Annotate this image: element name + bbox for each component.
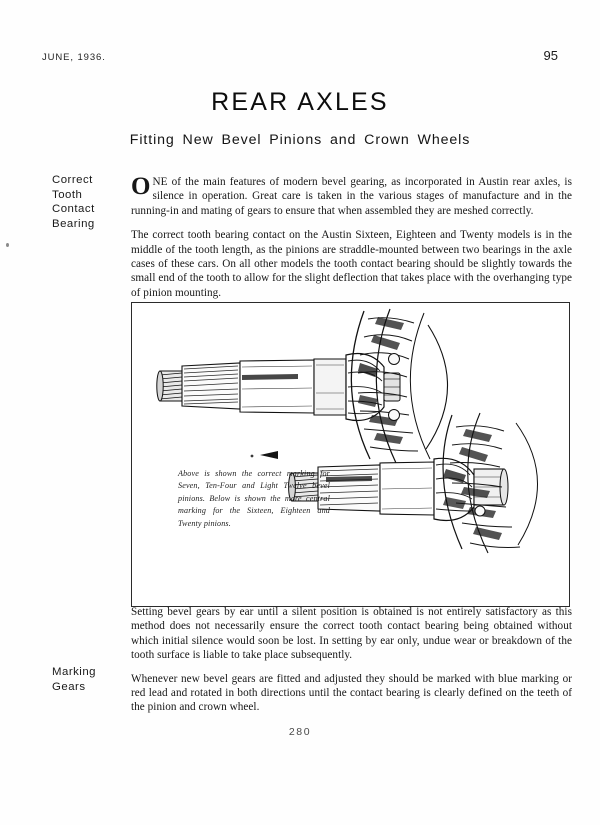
figure-illustration	[132, 303, 569, 606]
sidenote-marking-gears	[52, 665, 132, 694]
sidenote-line: Contact	[52, 203, 95, 216]
sidenote-line: Marking	[52, 666, 97, 678]
paragraph-tooth-bearing-contact: The correct tooth bearing contact on the Austin Sixteen, Eighteen and Twenty models is in the middle of the tooth length, as the pinions are straddle-mounted between two bearings in the axle cases of these cars. On all other models the tooth contact bearing should be slightly towards the small end of the tooth to allow for the slight deflection that takes place with the overhanging type of pinion mounting.	[131, 229, 572, 299]
sidenote-line: Tooth	[52, 188, 83, 201]
sidenote-correct-tooth-contact-bearing	[52, 173, 132, 231]
body-column-lower	[131, 605, 572, 715]
sidenote-line: Bearing	[52, 217, 95, 230]
paragraph-setting-by-ear: Setting bevel gears by ear until a silent position is obtained is not entirely satisfactory as this method does not necessarily ensure the correct tooth contact bearing being obtained without which initial silence would soon be lost. In setting by ear only, undue wear or breakdown of the tooth surface is liable to take place subsequently.	[131, 606, 572, 662]
folio-bottom: 280	[288, 726, 312, 738]
sidenote-line: Gears	[52, 680, 86, 693]
figure-bevel-pinion-marking	[131, 302, 570, 607]
paragraph-intro-text: NE of the main features of modern bevel gearing, as incorporated in Austin rear axles, is silence in operation. Great care is taken in the various stages of manufacture and in the running-in and mating of gears to ensure that when assembled they are meshed correctly.	[131, 176, 572, 217]
bevel-gear-line-drawing	[132, 303, 569, 606]
scan-artifact-speck	[6, 243, 9, 247]
figure-caption: Above is shown the correct marking for Seven, Ten-Four and Light Twelve bevel pinions. Below is shown the more central marking for the Sixteen, Eighteen and Twenty pinions.	[178, 469, 330, 528]
drop-cap: O	[131, 173, 151, 200]
figure-arrow-marker	[251, 451, 278, 459]
paragraph-marking-procedure: Whenever new bevel gears are fitted and adjusted they should be marked with blue marking or red lead and rotated in both directions until the contact bearing is clearly defined on the teeth of the pinion and crown wheel.	[131, 672, 572, 714]
running-head	[42, 48, 558, 64]
page-title: REAR AXLES	[211, 88, 389, 116]
upper-pinion-assembly	[157, 309, 448, 463]
article-subtitle: Fitting New Bevel Pinions and Crown Wheels	[129, 132, 471, 148]
page-number-top: 95	[543, 48, 558, 63]
issue-date: JUNE, 1936.	[42, 52, 106, 63]
sidenote-line: Correct	[52, 174, 93, 186]
body-column-upper	[131, 175, 572, 300]
paragraph-intro	[131, 175, 572, 218]
